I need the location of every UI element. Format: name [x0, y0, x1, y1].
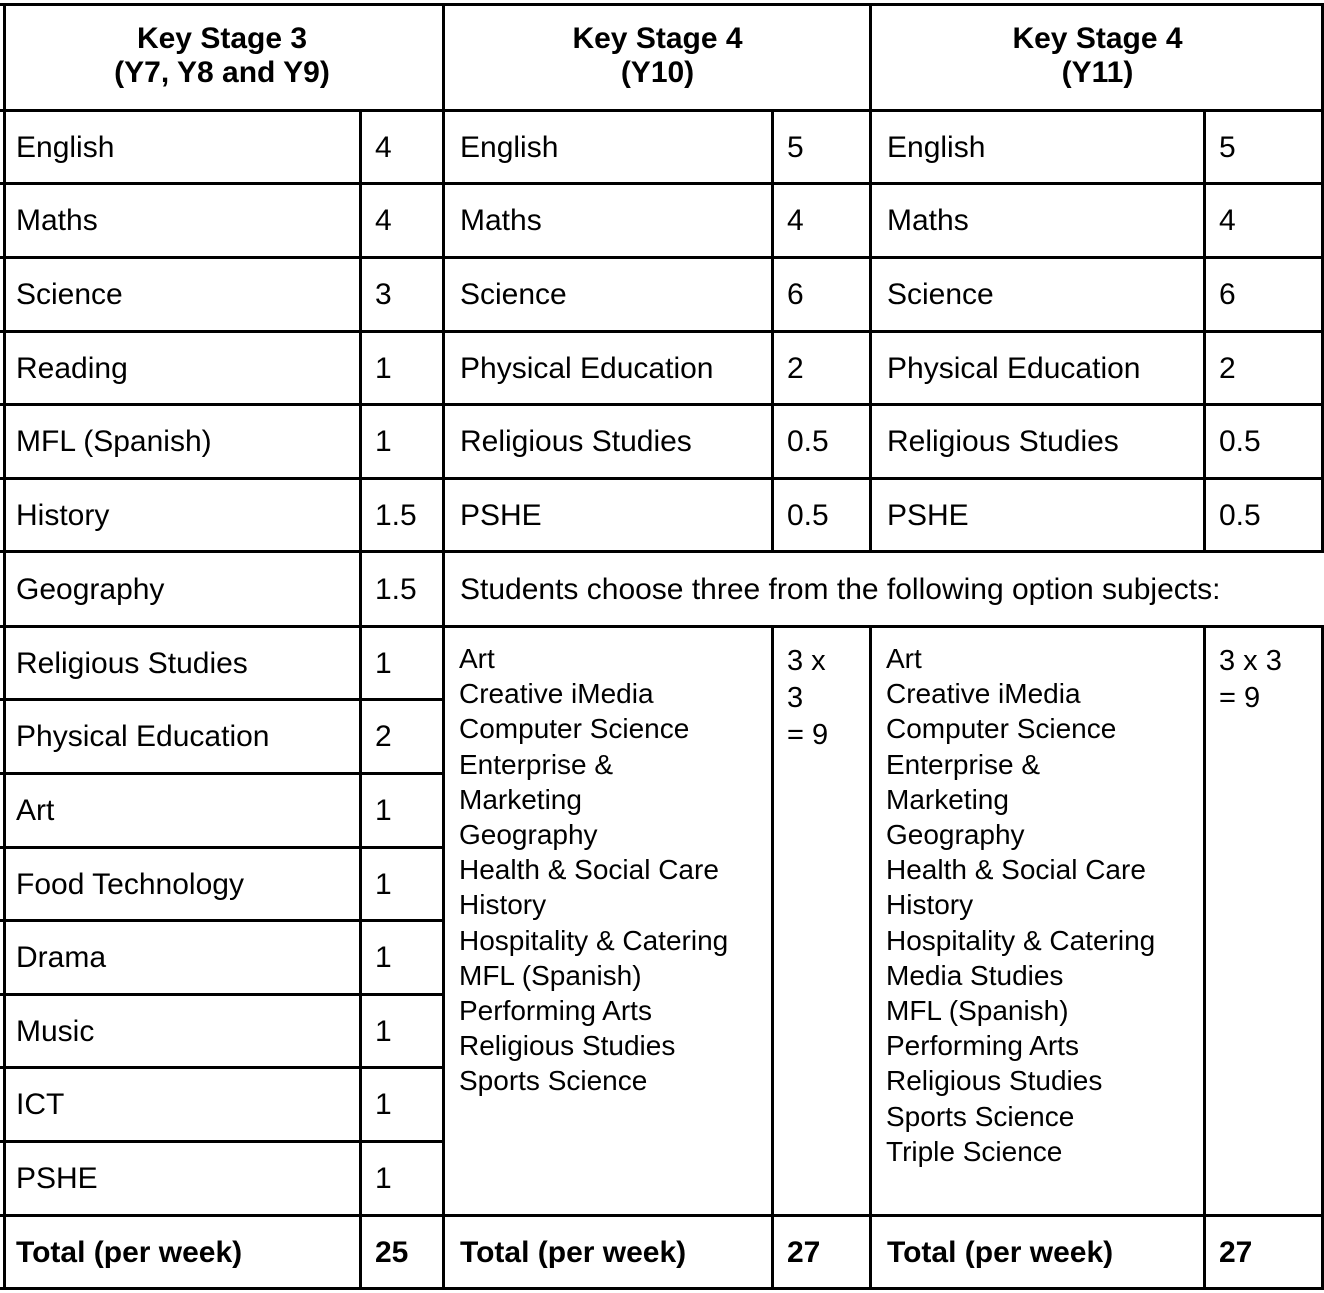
- y11-hours: 5: [1219, 130, 1236, 164]
- grid-line: [0, 1140, 444, 1143]
- grid-line: [0, 330, 1324, 333]
- option-item: Performing Arts: [886, 1030, 1079, 1062]
- option-item: Art: [459, 643, 495, 674]
- option-item: Hospitality & Catering: [886, 924, 1156, 956]
- y11-subject: Science: [887, 278, 994, 311]
- y10-subject: Physical Education: [460, 351, 714, 385]
- ks3-hours: 1: [375, 646, 392, 680]
- ks3-subject: English: [16, 130, 115, 164]
- y11-header-line1: Key Stage 4: [1012, 21, 1183, 55]
- y10-subject: Religious Studies: [460, 425, 692, 458]
- y10-hours: 5: [787, 130, 804, 164]
- option-item: Sports Science: [459, 1065, 648, 1097]
- option-item: Triple Science: [886, 1135, 1063, 1167]
- option-item: Sports Science: [886, 1100, 1075, 1132]
- option-item: Hospitality & Catering: [459, 924, 729, 956]
- ks3-hours: 1: [375, 867, 392, 901]
- grid-line: [0, 109, 1324, 112]
- grid-line: [0, 919, 444, 922]
- y10-hours: 6: [787, 278, 804, 311]
- ks3-subject: Science: [16, 278, 123, 311]
- options-hours-line: 3: [787, 682, 804, 714]
- y11-hours: 2: [1219, 351, 1236, 385]
- y11-subject: Religious Studies: [887, 425, 1119, 458]
- option-item: Religious Studies: [886, 1065, 1103, 1097]
- grid-line: [771, 109, 774, 553]
- y11-subject: Physical Education: [887, 351, 1141, 385]
- y10-header-line2: (Y10): [620, 55, 695, 89]
- grid-line: [3, 3, 6, 1290]
- options-hours-line: = 9: [1219, 682, 1261, 714]
- option-item: Health & Social Care: [459, 854, 719, 886]
- options-hours-line: 3 x: [787, 645, 826, 677]
- ks3-hours: 1: [375, 351, 392, 385]
- option-item: Marketing: [459, 783, 582, 815]
- option-item: Enterprise &: [459, 748, 614, 780]
- ks3-total-value: 25: [375, 1236, 409, 1269]
- grid-line: [0, 403, 1324, 406]
- option-item: Health & Social Care: [886, 854, 1146, 886]
- grid-line: [0, 1287, 1324, 1290]
- grid-line: [1203, 625, 1206, 1290]
- ks3-hours: 1: [375, 1014, 392, 1048]
- ks3-subject: Physical Education: [16, 720, 270, 753]
- y10-hours: 0.5: [787, 498, 829, 532]
- ks3-hours: 1: [375, 425, 392, 458]
- ks3-hours: 4: [375, 130, 392, 164]
- y10-options-hours: [773, 627, 871, 1216]
- ks3-hours: 1: [375, 1088, 392, 1121]
- y10-subject: Maths: [460, 204, 542, 237]
- y11-subject: Maths: [887, 204, 969, 237]
- y10-total-label: Total (per week): [460, 1236, 687, 1269]
- y10-header: [444, 0, 871, 111]
- option-item: Art: [886, 643, 922, 674]
- grid-line: [0, 550, 1324, 553]
- grid-line: [1203, 109, 1206, 553]
- options-banner: Students choose three from the following option subjects:: [460, 572, 1221, 606]
- option-item: Geography: [886, 819, 1025, 851]
- ks3-hours: 2: [375, 720, 392, 753]
- y11-subject: English: [887, 130, 986, 164]
- y11-subject: PSHE: [887, 498, 969, 532]
- ks3-subject: Religious Studies: [16, 646, 248, 680]
- grid-line: [0, 1066, 444, 1069]
- y10-total-value: 27: [787, 1236, 821, 1269]
- y11-header: [871, 0, 1324, 111]
- grid-line: [0, 846, 444, 849]
- y11-options-list: [871, 627, 1205, 1216]
- ks3-hours: 1: [375, 941, 392, 974]
- y11-header-line2: (Y11): [1061, 55, 1134, 89]
- grid-line: [0, 182, 1324, 185]
- ks3-subject: PSHE: [16, 1162, 98, 1195]
- option-item: History: [886, 889, 974, 921]
- ks3-header-line2: (Y7, Y8 and Y9): [114, 55, 330, 89]
- ks3-subject: Drama: [16, 941, 107, 974]
- grid-line: [0, 1214, 1324, 1217]
- y10-subject: English: [460, 130, 559, 164]
- ks3-header: [0, 0, 444, 111]
- ks3-subject: Maths: [16, 204, 98, 237]
- y10-header-line1: Key Stage 4: [572, 21, 743, 55]
- ks3-subject: Art: [16, 794, 55, 827]
- y11-hours: 0.5: [1219, 498, 1261, 532]
- grid-line: [0, 625, 1324, 628]
- option-item: Performing Arts: [459, 995, 652, 1027]
- option-item: Geography: [459, 819, 598, 851]
- ks3-total-label: Total (per week): [16, 1236, 243, 1269]
- ks3-header-line1: Key Stage 3: [136, 21, 308, 55]
- option-item: Creative iMedia: [886, 678, 1081, 710]
- grid-line: [0, 256, 1324, 259]
- ks3-hours: 4: [375, 204, 392, 237]
- option-item: MFL (Spanish): [886, 995, 1069, 1027]
- grid-line: [771, 625, 774, 1290]
- option-item: History: [459, 889, 547, 921]
- y10-hours: 2: [787, 351, 804, 385]
- ks3-subject: Reading: [16, 351, 128, 385]
- ks3-subject: Music: [16, 1014, 95, 1048]
- option-item: Marketing: [886, 783, 1009, 815]
- option-item: MFL (Spanish): [459, 959, 642, 991]
- ks3-hours: 1.5: [375, 498, 417, 532]
- grid-line: [869, 3, 872, 553]
- options-hours-line: 3 x 3: [1219, 645, 1282, 677]
- y10-hours: 4: [787, 204, 804, 237]
- ks3-hours: 1.5: [375, 572, 417, 606]
- ks3-subject: MFL (Spanish): [16, 425, 212, 458]
- grid-line: [0, 993, 444, 996]
- grid-line: [442, 3, 445, 1290]
- grid-line: [0, 698, 444, 701]
- ks3-subject: Geography: [16, 572, 165, 606]
- y11-total-label: Total (per week): [887, 1236, 1114, 1269]
- ks3-hours: 1: [375, 794, 392, 827]
- option-item: Religious Studies: [459, 1030, 676, 1062]
- y10-options-list: [444, 627, 773, 1216]
- grid-line: [869, 625, 872, 1290]
- ks3-hours: 3: [375, 278, 392, 311]
- y10-subject: PSHE: [460, 498, 542, 532]
- option-item: Enterprise &: [886, 748, 1041, 780]
- grid-line: [0, 772, 444, 775]
- options-hours-line: = 9: [787, 719, 829, 751]
- y10-hours: 0.5: [787, 425, 829, 458]
- ks3-hours: 1: [375, 1162, 392, 1195]
- grid-line: [359, 109, 362, 1290]
- y11-options-hours: [1205, 627, 1324, 1216]
- ks3-subject: Food Technology: [16, 867, 244, 901]
- y11-total-value: 27: [1219, 1236, 1253, 1269]
- grid-line: [0, 477, 1324, 480]
- y10-subject: Science: [460, 278, 567, 311]
- option-item: Media Studies: [886, 959, 1064, 991]
- option-item: Computer Science: [459, 713, 690, 745]
- y11-hours: 6: [1219, 278, 1236, 311]
- y11-hours: 0.5: [1219, 425, 1261, 458]
- grid-line: [0, 3, 1324, 6]
- ks3-subject: History: [16, 498, 110, 532]
- y11-hours: 4: [1219, 204, 1236, 237]
- option-item: Creative iMedia: [459, 678, 654, 710]
- ks3-subject: ICT: [16, 1088, 65, 1121]
- option-item: Computer Science: [886, 713, 1117, 745]
